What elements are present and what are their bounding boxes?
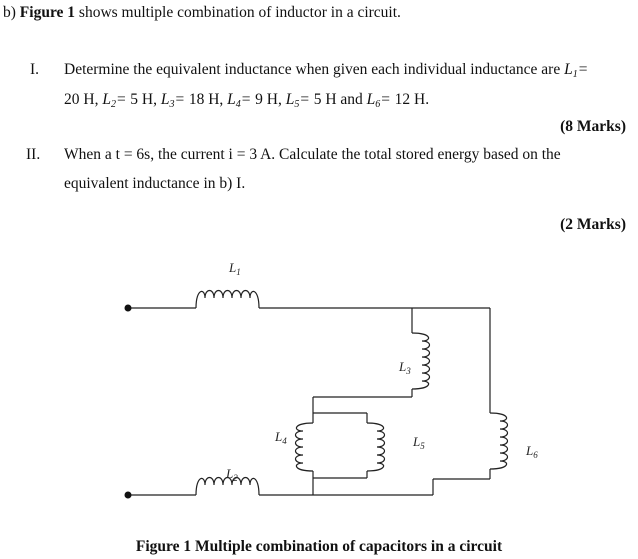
q2-marks: (2 Marks) (560, 216, 626, 233)
label-l2: $L_2$ (226, 466, 238, 483)
part-intro: shows multiple combination of inductor in a circuit. (78, 4, 401, 21)
l6-value: 12 H. (394, 91, 430, 108)
q1-numeral: I. (30, 61, 40, 78)
figure-reference: Figure 1 (19, 4, 76, 21)
l4-label: $L_4=$ (227, 91, 252, 110)
l5-label: $L_5=$ (285, 91, 310, 110)
label-l1: $L_1$ (229, 260, 241, 277)
l6-label: $L_6=$ (366, 91, 391, 110)
label-l3: $L_3$ (399, 359, 411, 376)
inductor-l5 (367, 423, 385, 471)
l4-value: 9 H (255, 91, 278, 108)
q2-line1: When a t = 6s, the current i = 3 A. Calculate the total stored energy based on the (64, 146, 561, 163)
q1-marks: (8 Marks) (560, 118, 626, 135)
q2-numeral: II. (26, 146, 41, 163)
label-l6: $L_6$ (526, 443, 538, 460)
inductor-l1 (196, 291, 259, 309)
label-l5: $L_5$ (413, 434, 425, 451)
and-text: and (340, 91, 363, 108)
l1-value: 20 H (64, 91, 95, 108)
inductor-l4 (296, 423, 314, 471)
inductor-l6 (490, 413, 508, 469)
top-terminal (125, 305, 132, 312)
q2-line2: equivalent inductance in b) I. (64, 175, 246, 192)
l3-value: 18 H (188, 91, 220, 108)
inductor-l3 (412, 333, 430, 389)
l3-label: $L_3=$ (160, 91, 185, 110)
label-l4: $L_4$ (275, 429, 287, 446)
l1-label: $L_1=$ (564, 61, 589, 80)
figure-caption: Figure 1 Multiple combination of capacitors in a circuit (135, 538, 503, 555)
l2-label: $L_2=$ (102, 91, 127, 110)
q1-line2: 20 H, $L_2= 5$ H, $L_3= 18$ H, $L_4= 9$ H, $L_5= 5$ H and $L_6= 12$ H. (64, 91, 430, 110)
q1-text: Determine the equivalent inductance when given each individual inductance are (64, 61, 561, 78)
part-label: b) (3, 4, 16, 21)
bottom-terminal (125, 492, 132, 499)
l5-value: 5 H (313, 91, 337, 108)
l2-value: 5 H (130, 91, 154, 108)
